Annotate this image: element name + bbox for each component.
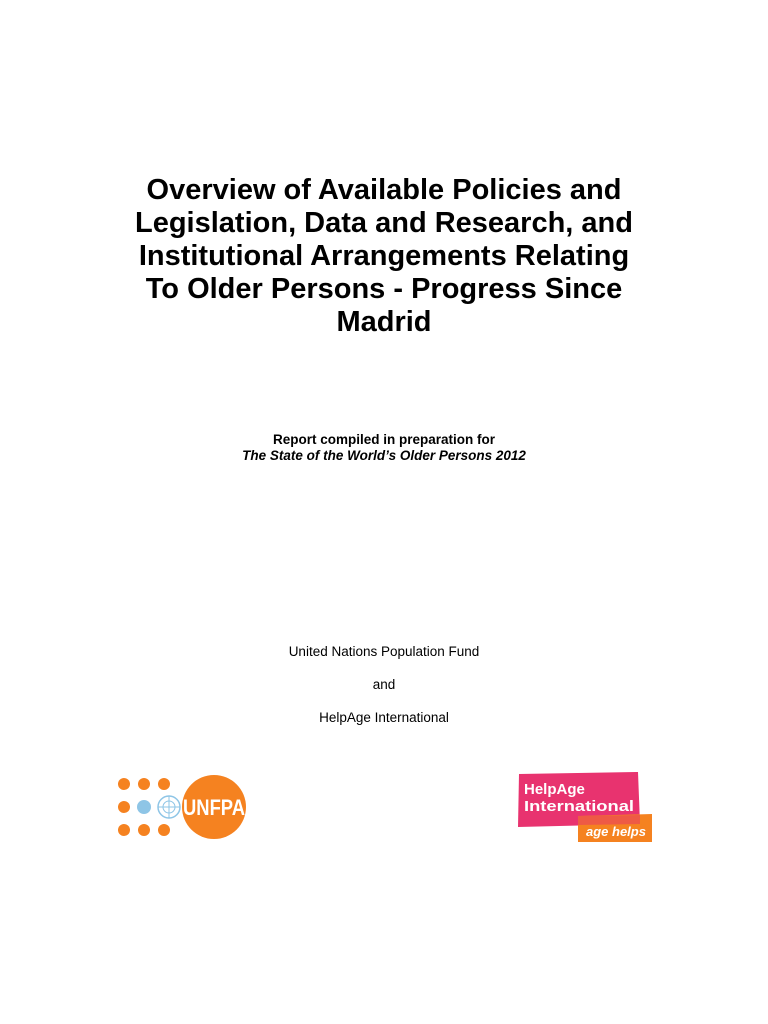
organization-unfpa-name: United Nations Population Fund xyxy=(288,644,480,659)
subtitle-line: Report compiled in preparation for xyxy=(272,432,496,447)
unfpa-logo xyxy=(114,772,248,844)
un-emblem-icon xyxy=(158,796,180,818)
document-title xyxy=(84,174,684,339)
title-line: Overview of Available Policies and xyxy=(146,174,622,206)
helpage-logo-tagline: age helps xyxy=(586,824,646,839)
helpage-logo xyxy=(516,772,654,848)
organization-conjunction: and xyxy=(372,677,396,692)
title-line: Madrid xyxy=(336,306,432,338)
helpage-logo-line2: International xyxy=(524,798,634,815)
publication-title: The State of the World’s Older Persons 2012 xyxy=(242,448,526,463)
title-line: Legislation, Data and Research, and xyxy=(135,207,633,239)
organization-helpage-name: HelpAge International xyxy=(319,710,449,725)
report-subtitle xyxy=(84,432,684,464)
title-line: To Older Persons - Progress Since xyxy=(145,273,623,305)
helpage-logo-line1: HelpAge xyxy=(524,781,585,798)
title-line: Institutional Arrangements Relating xyxy=(138,240,630,272)
unfpa-logo-text: UNFPA xyxy=(183,795,246,820)
